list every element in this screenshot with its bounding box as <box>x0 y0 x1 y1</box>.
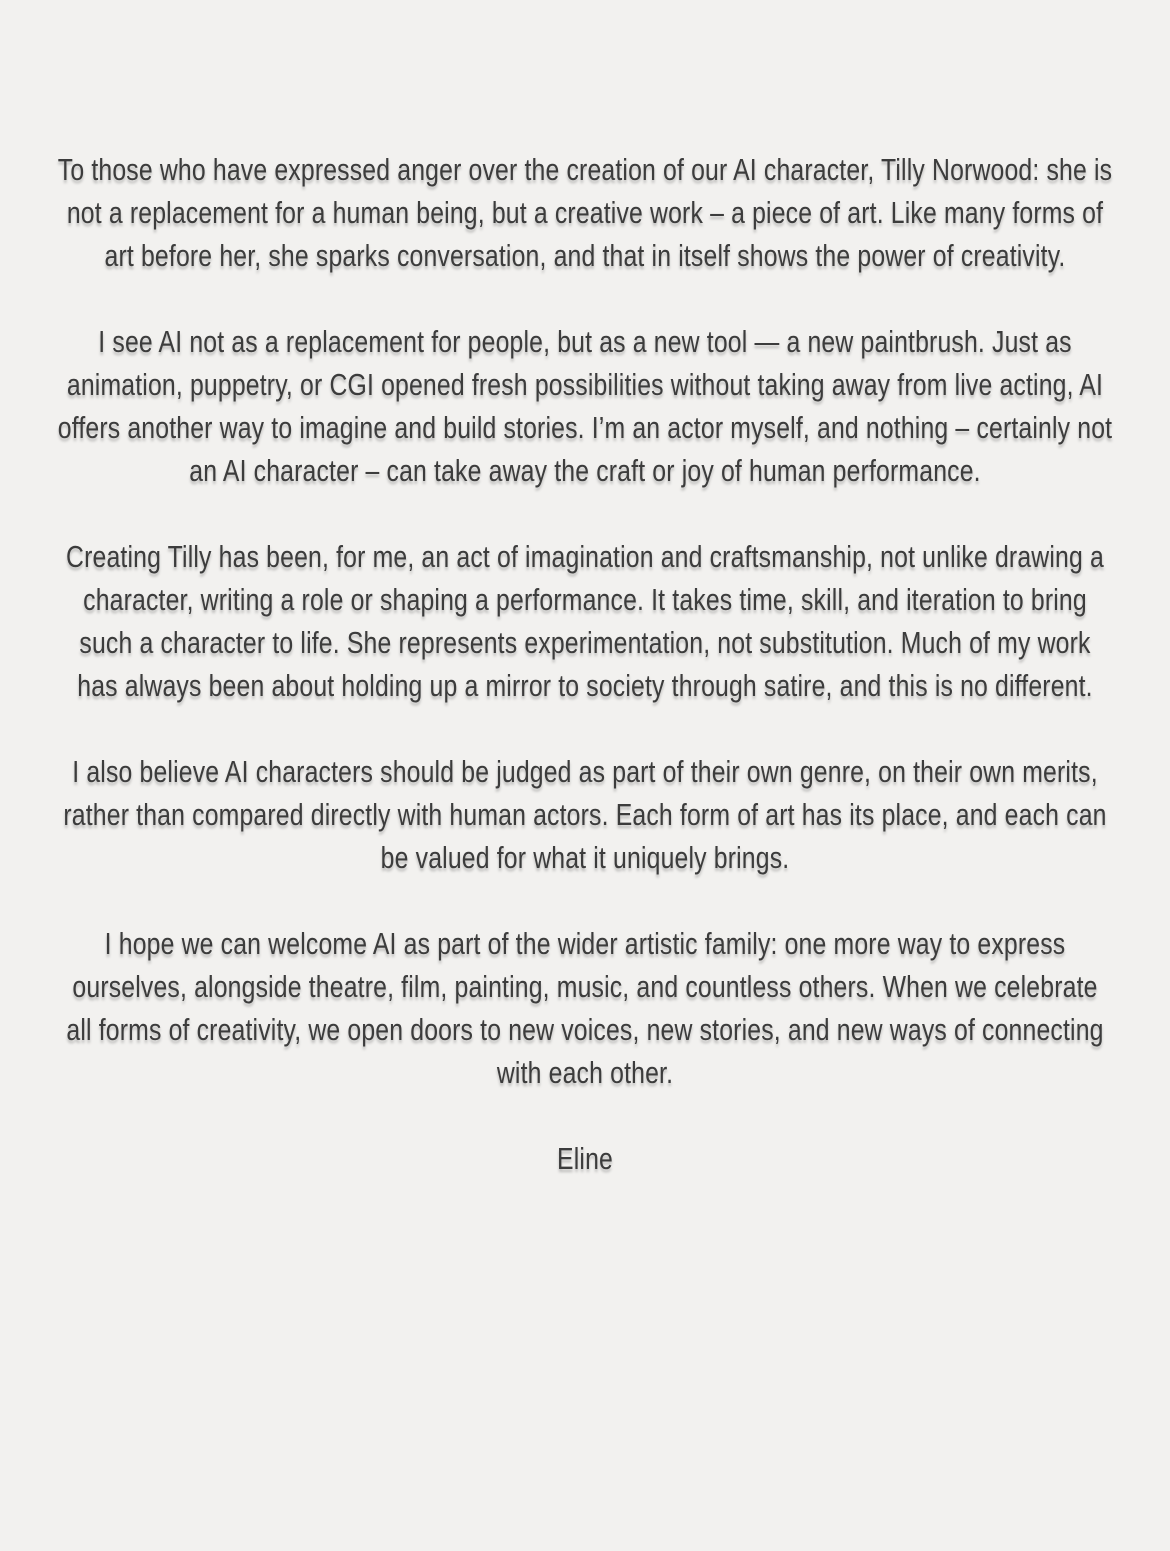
statement-paragraph-1: To those who have expressed anger over the creation of our AI character, Tilly Norwood: she is not a replacement for a human being, but a creative work – a piece of art. Like many forms of art before her, she sparks conversation, and that in itself shows the power of creativity. <box>57 152 1113 273</box>
statement-body <box>57 148 1113 1223</box>
statement-paragraph-5: I hope we can welcome AI as part of the wider artistic family: one more way to express ourselves, alongside theatre, film, painting, music, and countless others. When we celebrate all forms of creativity, we open doors to new voices, new stories, and new ways of connecting with each other. <box>66 926 1104 1090</box>
statement-paragraph-2: I see AI not as a replacement for people, but as a new tool — a new paintbrush. Just as animation, puppetry, or CGI opened fresh possibilities without taking away from live acting, AI offers another way to imagine and build stories. I’m an actor myself, and nothing – certainly not an AI character – can take away the craft or joy of human performance. <box>57 324 1113 488</box>
signature: Eline <box>557 1141 613 1176</box>
statement-paragraph-4: I also believe AI characters should be judged as part of their own genre, on their own merits, rather than compared directly with human actors. Each form of art has its place, and each can be valued for what it uniquely brings. <box>63 754 1107 875</box>
statement-paragraph-3: Creating Tilly has been, for me, an act of imagination and craftsmanship, not unlike drawing a character, writing a role or shaping a performance. It takes time, skill, and iteration to bring such a character to life. She represents experimentation, not substitution. Much of my work has always been about holding up a mirror to society through satire, and this is no different. <box>66 539 1104 703</box>
